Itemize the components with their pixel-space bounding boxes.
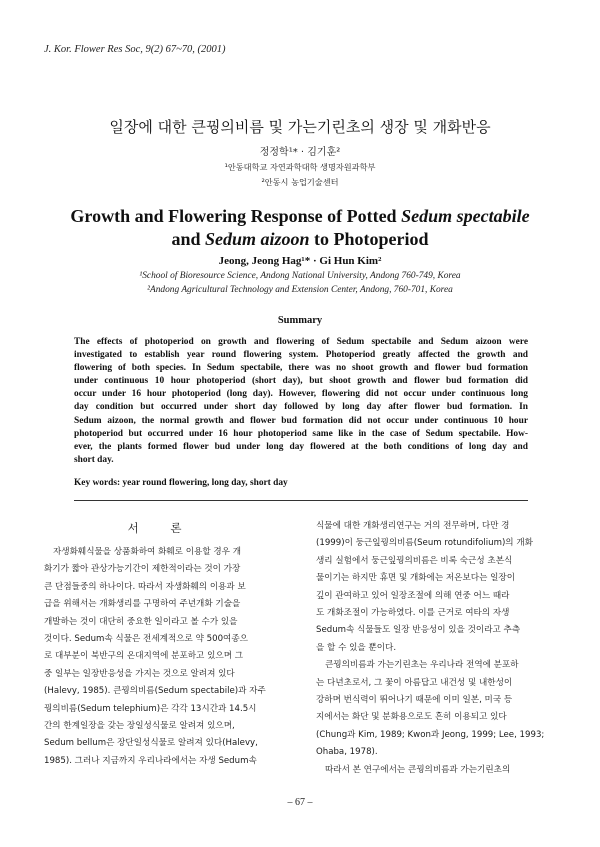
body-line: 식물에 대한 개화생리연구는 거의 전무하며, 다만 경: [316, 521, 510, 531]
summary-line: Sedum aizoon, the normal growth and flower bud formation did not occur under continuous 10 hour: [74, 415, 528, 426]
body-line: 도 개화조절이 가능하였다. 이를 근거로 여타의 자생: [316, 608, 510, 619]
summary-line: ever, the plants formed flower bud under long day flowered at the both conditions of long day and: [74, 441, 528, 452]
body-line: 간의 한계일장을 갖는 장일성식물로 알려져 있으며,: [44, 721, 235, 732]
english-title-line2-italic: Sedum aizoon: [205, 229, 310, 249]
right-column: [316, 518, 551, 779]
english-affiliation-1: ¹School of Bioresource Science, Andong National University, Andong 760-749, Korea: [139, 271, 461, 281]
journal-citation: J. Kor. Flower Res Soc, 9(2) 67~70, (2001): [44, 44, 226, 55]
divider: [74, 500, 528, 501]
summary-body: [74, 336, 528, 467]
summary-line: photoperiod but occurred under 16 hour photoperiod same like in the case of Sedum spectabile. How-: [74, 428, 528, 439]
body-line: (1999)이 둥근잎꿩의비름(Seum rotundifolium)의 개화: [316, 538, 533, 549]
body-line: 중 일부는 일장반응성을 가지는 것으로 알려져 있다: [44, 668, 235, 679]
korean-authors: 정정학¹* · 김기훈²: [259, 147, 341, 158]
english-title: [0, 205, 600, 251]
body-line: 깊이 관여하고 있어 일장조절에 의해 연중 어느 때라: [316, 590, 510, 601]
body-line: Ohaba, 1978).: [316, 747, 378, 758]
summary-line: under continuous 10 hour photoperiod (short day), but shoot growth and flower bud formation did: [74, 376, 528, 387]
korean-affiliation-2: ²안동시 농업기술센터: [261, 177, 339, 187]
english-title-line2-suffix: to Photoperiod: [309, 229, 429, 249]
summary-line: The effects of photoperiod on growth and flowering of Sedum spectabile and Sedum aizoon were: [74, 337, 528, 347]
summary-line: short day.: [74, 454, 114, 465]
keywords: Key words: year round flowering, long day, short day: [74, 478, 288, 488]
body-line: 꿩의비름(Sedum telephium)은 각각 13시간과 14.5시: [44, 703, 257, 714]
korean-title: 일장에 대한 큰꿩의비름 및 가는기린초의 생장 및 개화반응: [109, 118, 491, 136]
body-line: 큰 단점들중의 하나이다. 따라서 자생화훼의 이용과 보: [44, 581, 246, 592]
body-line: 급을 위해서는 개화생리를 구명하여 주년개화 기술을: [44, 599, 241, 610]
english-title-line1-italic: Sedum spectabile: [401, 206, 530, 226]
english-title-line1-prefix: Growth and Flowering Response of Potted: [70, 206, 402, 226]
body-line: 로 대부분이 북반구의 온대지역에 분포하고 있으며 그: [44, 651, 244, 662]
body-line: Sedum bellum은 장단일성식물로 알려져 있다(Halevy,: [44, 738, 258, 749]
body-line: 강하며 번식력이 뛰어나기 때문에 이미 일본, 미국 등: [316, 695, 513, 706]
body-line: 화기가 짧아 관상가능기간이 제한적이라는 것이 가장: [44, 564, 241, 575]
body-line: 물이기는 하지만 휴면 및 개화에는 저온보다는 일장이: [316, 573, 516, 584]
body-line: 을 할 수 있을 뿐이다.: [316, 642, 397, 653]
summary-line: investigated to establish year round flowering system. Photoperiod greatly affected the growth and: [74, 350, 528, 361]
body-line: 따라서 본 연구에서는 큰꿩의비름과 가는기린초의: [325, 764, 511, 775]
english-authors: Jeong, Jeong Hag¹* · Gi Hun Kim²: [218, 255, 382, 267]
body-line: Sedum속 식물들도 일장 반응성이 있을 것이라고 추측: [316, 625, 521, 636]
summary-line: flowering of both species. In Sedum spectabile, there was no shoot growth and flower bud formation: [74, 363, 528, 374]
summary-line: day condition but occurred under short day followed by long day after flower bud formation. In: [74, 402, 528, 413]
summary-heading: Summary: [277, 315, 323, 326]
body-line: 생리 실험에서 둥근잎꿩의비름은 비록 숙근성 초본식: [316, 555, 513, 566]
body-line: 자생화훼식물을 상품화하여 화훼로 이용할 경우 개: [53, 547, 241, 557]
body-line: 것이다. Sedum속 식물은 전세계적으로 약 500여종으: [44, 634, 248, 645]
english-affiliation-2: ²Andong Agricultural Technology and Extension Center, Andong, 760-701, Korea: [147, 285, 453, 295]
body-line: 는 다년초로서, 그 꽃이 아름답고 내건성 및 내한성이: [316, 677, 513, 688]
left-column: [44, 518, 279, 770]
body-line: (Chung과 Kim, 1989; Kwon과 Jeong, 1999; Lee, 1993;: [316, 729, 545, 740]
english-title-line2-prefix: and: [171, 229, 205, 249]
body-line: (Halevy, 1985). 큰꿩의비름(Sedum spectabile)과 자주: [44, 686, 266, 697]
body-line: 1985). 그러나 지금까지 우리나라에서는 자생 Sedum속: [44, 755, 257, 766]
body-line: 지에서는 화단 및 분화용으로도 흔히 이용되고 있다: [316, 712, 507, 723]
summary-line: occur under 16 hour photoperiod (long day). However, flowering did not occur under continuous long: [74, 389, 528, 400]
body-line: 큰꿩의비름과 가는기린초는 우리나라 전역에 분포하: [325, 660, 519, 671]
body-line: 개발하는 것이 대단히 중요한 일이라고 볼 수가 있을: [44, 616, 238, 627]
korean-affiliation-1: ¹안동대학교 자연과학대학 생명자원과학부: [224, 162, 376, 172]
page-number: – 67 –: [287, 797, 313, 808]
section-title-introduction: 서 론: [127, 521, 196, 535]
